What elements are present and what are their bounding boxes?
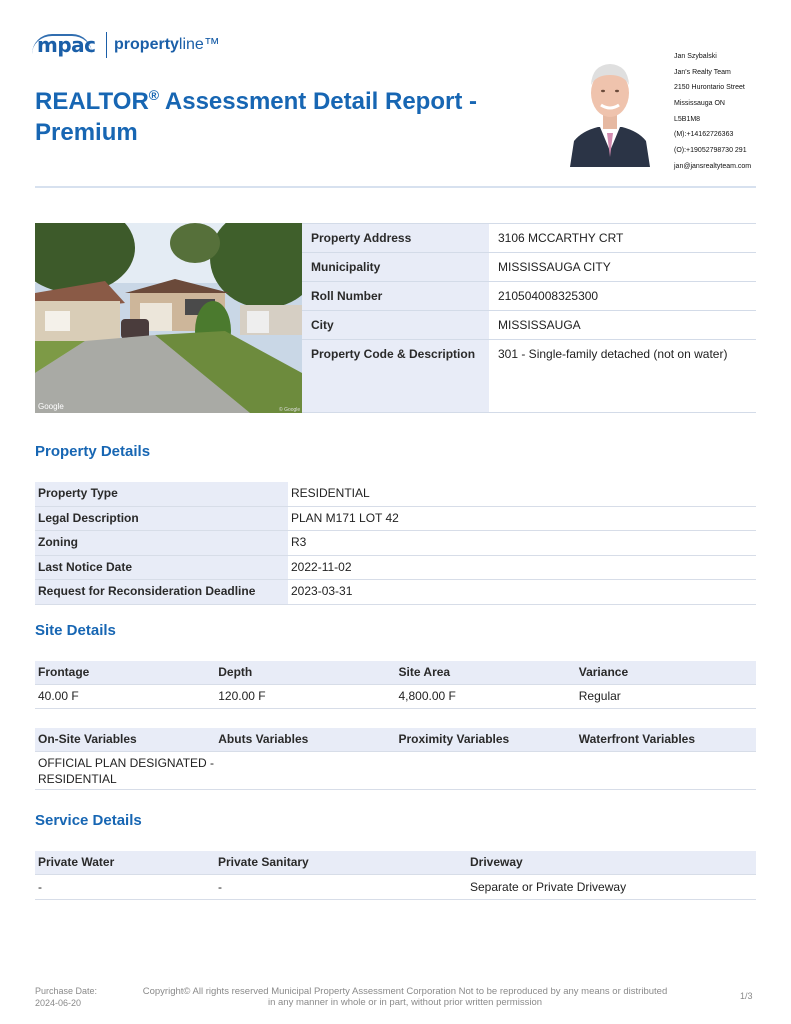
summary-label: Property Address xyxy=(302,224,489,252)
column-header: Waterfront Variables xyxy=(578,732,696,746)
google-watermark: Google xyxy=(38,402,64,411)
row-value: R3 xyxy=(291,535,307,549)
row-label: Last Notice Date xyxy=(35,556,288,580)
summary-value: MISSISSAUGA xyxy=(498,318,581,332)
agent-street: 2150 Hurontario Street xyxy=(674,84,745,92)
table-cell: 40.00 F xyxy=(38,689,79,703)
row-value: 2023-03-31 xyxy=(291,584,353,598)
summary-row-property-code xyxy=(302,340,756,413)
row-label: Request for Reconsideration Deadline xyxy=(35,580,288,604)
table-row xyxy=(35,531,756,556)
site-details-heading: Site Details xyxy=(35,622,116,639)
purchase-date-value: 2024-06-20 xyxy=(35,998,82,1008)
row-value: PLAN M171 LOT 42 xyxy=(291,510,399,525)
agent-email[interactable]: jan@jansrealtyteam.com xyxy=(674,162,752,170)
summary-row-roll-number xyxy=(302,282,756,311)
agent-mobile: (M):+14162726363 xyxy=(674,131,734,139)
agent-team: Jan's Realty Team xyxy=(674,68,731,76)
site-dimensions-table xyxy=(35,661,756,709)
table-header-row xyxy=(35,851,756,875)
column-header: On-Site Variables xyxy=(38,732,137,746)
summary-value: 301 - Single-family detached (not on water) xyxy=(498,347,728,361)
column-header: Proximity Variables xyxy=(398,732,510,746)
row-label: Legal Description xyxy=(35,507,288,531)
logo-line-text: line xyxy=(178,36,204,53)
title-realtor: REALTOR xyxy=(35,88,149,115)
table-cell: - xyxy=(218,880,222,894)
logo-mpac-text: mpac xyxy=(37,33,96,57)
title-registered-mark: ® xyxy=(148,87,160,103)
table-cell: 120.00 F xyxy=(218,689,266,703)
column-header: Abuts Variables xyxy=(218,732,309,746)
logo-tm: ™ xyxy=(203,36,220,53)
mpac-propertyline-logo xyxy=(35,32,220,58)
row-label: Zoning xyxy=(35,531,288,555)
column-header: Private Sanitary xyxy=(218,855,309,869)
table-cell: - xyxy=(38,880,42,894)
logo-property-text: property xyxy=(114,36,179,53)
table-cell: Regular xyxy=(578,689,621,703)
column-header: Depth xyxy=(218,665,253,679)
table-row xyxy=(35,875,756,900)
service-details-heading: Service Details xyxy=(35,812,142,829)
table-row xyxy=(35,685,756,709)
column-header: Private Water xyxy=(38,855,115,869)
purchase-date-block xyxy=(35,985,97,1009)
property-summary-table xyxy=(302,223,756,413)
service-details-table xyxy=(35,851,756,900)
table-cell: 4,800.00 F xyxy=(398,689,456,703)
row-value: RESIDENTIAL xyxy=(291,486,370,500)
column-header: Site Area xyxy=(398,665,451,679)
agent-photo xyxy=(570,53,650,167)
property-details-table xyxy=(35,482,756,605)
row-label: Property Type xyxy=(35,482,288,506)
table-row xyxy=(35,556,756,581)
row-value: 2022-11-02 xyxy=(291,559,352,574)
column-header: Driveway xyxy=(470,855,523,869)
summary-row-address xyxy=(302,223,756,253)
table-cell xyxy=(215,755,395,789)
table-row xyxy=(35,580,756,605)
table-row xyxy=(35,482,756,507)
title-rest: Assessment Detail Report - Premium xyxy=(35,88,477,146)
table-header-row xyxy=(35,728,756,752)
summary-value: 3106 MCCARTHY CRT xyxy=(498,231,624,245)
table-row xyxy=(35,752,756,790)
table-row xyxy=(35,507,756,532)
summary-value: 210504008325300 xyxy=(498,289,599,303)
agent-name: Jan Szybalski xyxy=(674,53,717,60)
column-header: Variance xyxy=(578,665,629,679)
copyright-notice: Copyright© All rights reserved Municipal Property Assessment Corporation Not to be reproduced by any means or distributed in any manner in whole or in part, without prior written permission xyxy=(142,986,668,1008)
logo-divider xyxy=(106,32,108,58)
table-cell xyxy=(396,755,576,789)
table-cell: OFFICIAL PLAN DESIGNATED - RESIDENTIAL xyxy=(38,756,215,786)
google-copyright: © Google xyxy=(279,407,301,413)
purchase-date-label: Purchase Date: xyxy=(35,986,98,996)
summary-label: Municipality xyxy=(302,253,489,281)
summary-value: MISSISSAUGA CITY xyxy=(498,260,611,274)
summary-label: City xyxy=(302,311,489,339)
report-title xyxy=(35,80,515,148)
agent-city: Mississauga ON xyxy=(674,100,725,108)
table-header-row xyxy=(35,661,756,685)
agent-contact-block xyxy=(674,49,751,175)
property-details-heading: Property Details xyxy=(35,443,151,460)
header-divider xyxy=(35,186,756,188)
site-variables-table xyxy=(35,728,756,790)
summary-label: Roll Number xyxy=(302,282,489,310)
column-header: Frontage xyxy=(38,665,90,679)
page-number: 1/3 xyxy=(740,991,753,1001)
summary-row-municipality xyxy=(302,253,756,282)
agent-postal: L5B1M8 xyxy=(674,115,701,123)
agent-office: (O):+19052798730 291 xyxy=(674,147,747,155)
street-view-photo xyxy=(35,223,302,413)
table-cell: Separate or Private Driveway xyxy=(470,880,627,894)
table-cell xyxy=(576,755,756,789)
summary-row-city xyxy=(302,311,756,340)
summary-label: Property Code & Description xyxy=(302,340,489,412)
